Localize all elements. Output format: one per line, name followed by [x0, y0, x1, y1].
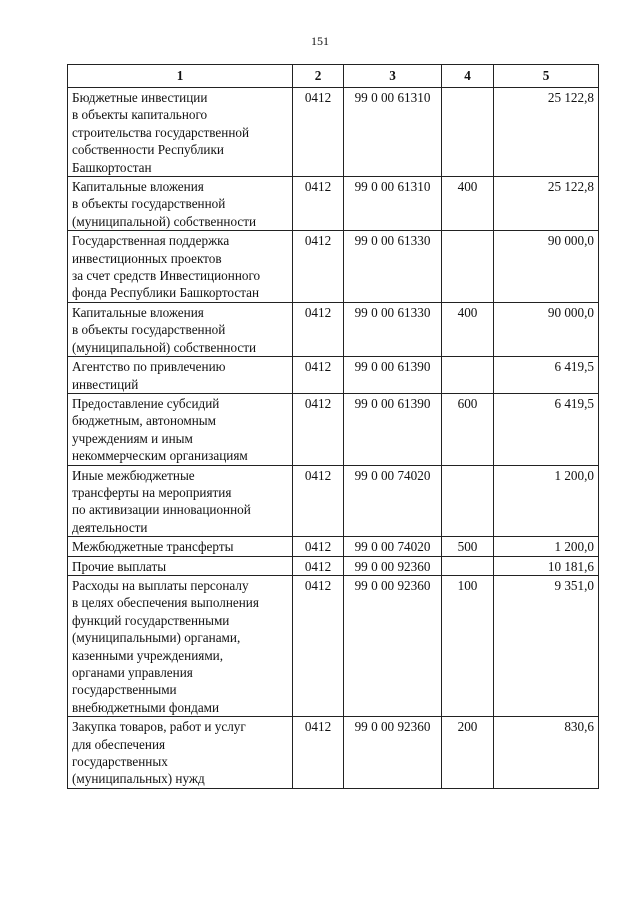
header-cell: 2: [293, 65, 344, 88]
cell-article: 99 0 00 74020: [344, 465, 442, 537]
table-row: [68, 575, 599, 716]
cell-article: 99 0 00 61330: [344, 231, 442, 303]
cell-type: 400: [442, 302, 494, 356]
cell-amount: 25 122,8: [494, 88, 599, 177]
cell-article: 99 0 00 92360: [344, 717, 442, 789]
cell-name: Межбюджетные трансферты: [68, 537, 293, 556]
cell-amount: 1 200,0: [494, 465, 599, 537]
cell-name: Государственная поддержка инвестиционных проектов за счет средств Инвестиционного фонда Республики Башкортостан: [68, 231, 293, 303]
cell-article: 99 0 00 61310: [344, 88, 442, 177]
cell-article: 99 0 00 61390: [344, 393, 442, 465]
cell-section: 0412: [293, 465, 344, 537]
cell-amount: 6 419,5: [494, 357, 599, 394]
header-row: [68, 65, 599, 88]
cell-article: 99 0 00 92360: [344, 575, 442, 716]
cell-amount: 1 200,0: [494, 537, 599, 556]
cell-article: 99 0 00 61390: [344, 357, 442, 394]
cell-amount: 25 122,8: [494, 177, 599, 231]
cell-amount: 830,6: [494, 717, 599, 789]
budget-table: [67, 64, 599, 789]
cell-amount: 6 419,5: [494, 393, 599, 465]
header-cell: 5: [494, 65, 599, 88]
cell-section: 0412: [293, 357, 344, 394]
cell-name: Прочие выплаты: [68, 556, 293, 575]
cell-name: Расходы на выплаты персоналу в целях обеспечения выполнения функций государственными (муниципальными) органами, казенными учреждениями, органами управления государственными внебюджетными фондами: [68, 575, 293, 716]
cell-type: [442, 556, 494, 575]
cell-section: 0412: [293, 537, 344, 556]
cell-article: 99 0 00 92360: [344, 556, 442, 575]
header-cell: 4: [442, 65, 494, 88]
cell-section: 0412: [293, 302, 344, 356]
cell-amount: 90 000,0: [494, 302, 599, 356]
cell-amount: 90 000,0: [494, 231, 599, 303]
cell-type: [442, 465, 494, 537]
table-row: [68, 465, 599, 537]
cell-name: Бюджетные инвестиции в объекты капитального строительства государственной собственности Республики Башкортостан: [68, 88, 293, 177]
cell-name: Закупка товаров, работ и услуг для обеспечения государственных (муниципальных) нужд: [68, 717, 293, 789]
table-row: [68, 537, 599, 556]
cell-amount: 9 351,0: [494, 575, 599, 716]
cell-section: 0412: [293, 231, 344, 303]
table-row: [68, 393, 599, 465]
cell-name: Капитальные вложения в объекты государственной (муниципальной) собственности: [68, 302, 293, 356]
table-row: [68, 302, 599, 356]
page-number: 151: [311, 34, 329, 48]
cell-type: [442, 231, 494, 303]
cell-section: 0412: [293, 717, 344, 789]
header-cell: 1: [68, 65, 293, 88]
table-row: [68, 88, 599, 177]
table-row: [68, 357, 599, 394]
cell-name: Капитальные вложения в объекты государственной (муниципальной) собственности: [68, 177, 293, 231]
cell-type: [442, 88, 494, 177]
cell-article: 99 0 00 61310: [344, 177, 442, 231]
cell-type: 500: [442, 537, 494, 556]
cell-section: 0412: [293, 556, 344, 575]
cell-section: 0412: [293, 88, 344, 177]
cell-type: 600: [442, 393, 494, 465]
cell-section: 0412: [293, 177, 344, 231]
table-row: [68, 556, 599, 575]
cell-article: 99 0 00 74020: [344, 537, 442, 556]
cell-name: Предоставление субсидий бюджетным, автономным учреждениям и иным некоммерческим организациям: [68, 393, 293, 465]
cell-amount: 10 181,6: [494, 556, 599, 575]
table-row: [68, 717, 599, 789]
cell-article: 99 0 00 61330: [344, 302, 442, 356]
cell-type: 100: [442, 575, 494, 716]
cell-section: 0412: [293, 575, 344, 716]
cell-type: 400: [442, 177, 494, 231]
header-cell: 3: [344, 65, 442, 88]
cell-section: 0412: [293, 393, 344, 465]
cell-name: Иные межбюджетные трансферты на мероприятия по активизации инновационной деятельности: [68, 465, 293, 537]
table-row: [68, 177, 599, 231]
cell-type: 200: [442, 717, 494, 789]
cell-name: Агентство по привлечению инвестиций: [68, 357, 293, 394]
table-row: [68, 231, 599, 303]
cell-type: [442, 357, 494, 394]
